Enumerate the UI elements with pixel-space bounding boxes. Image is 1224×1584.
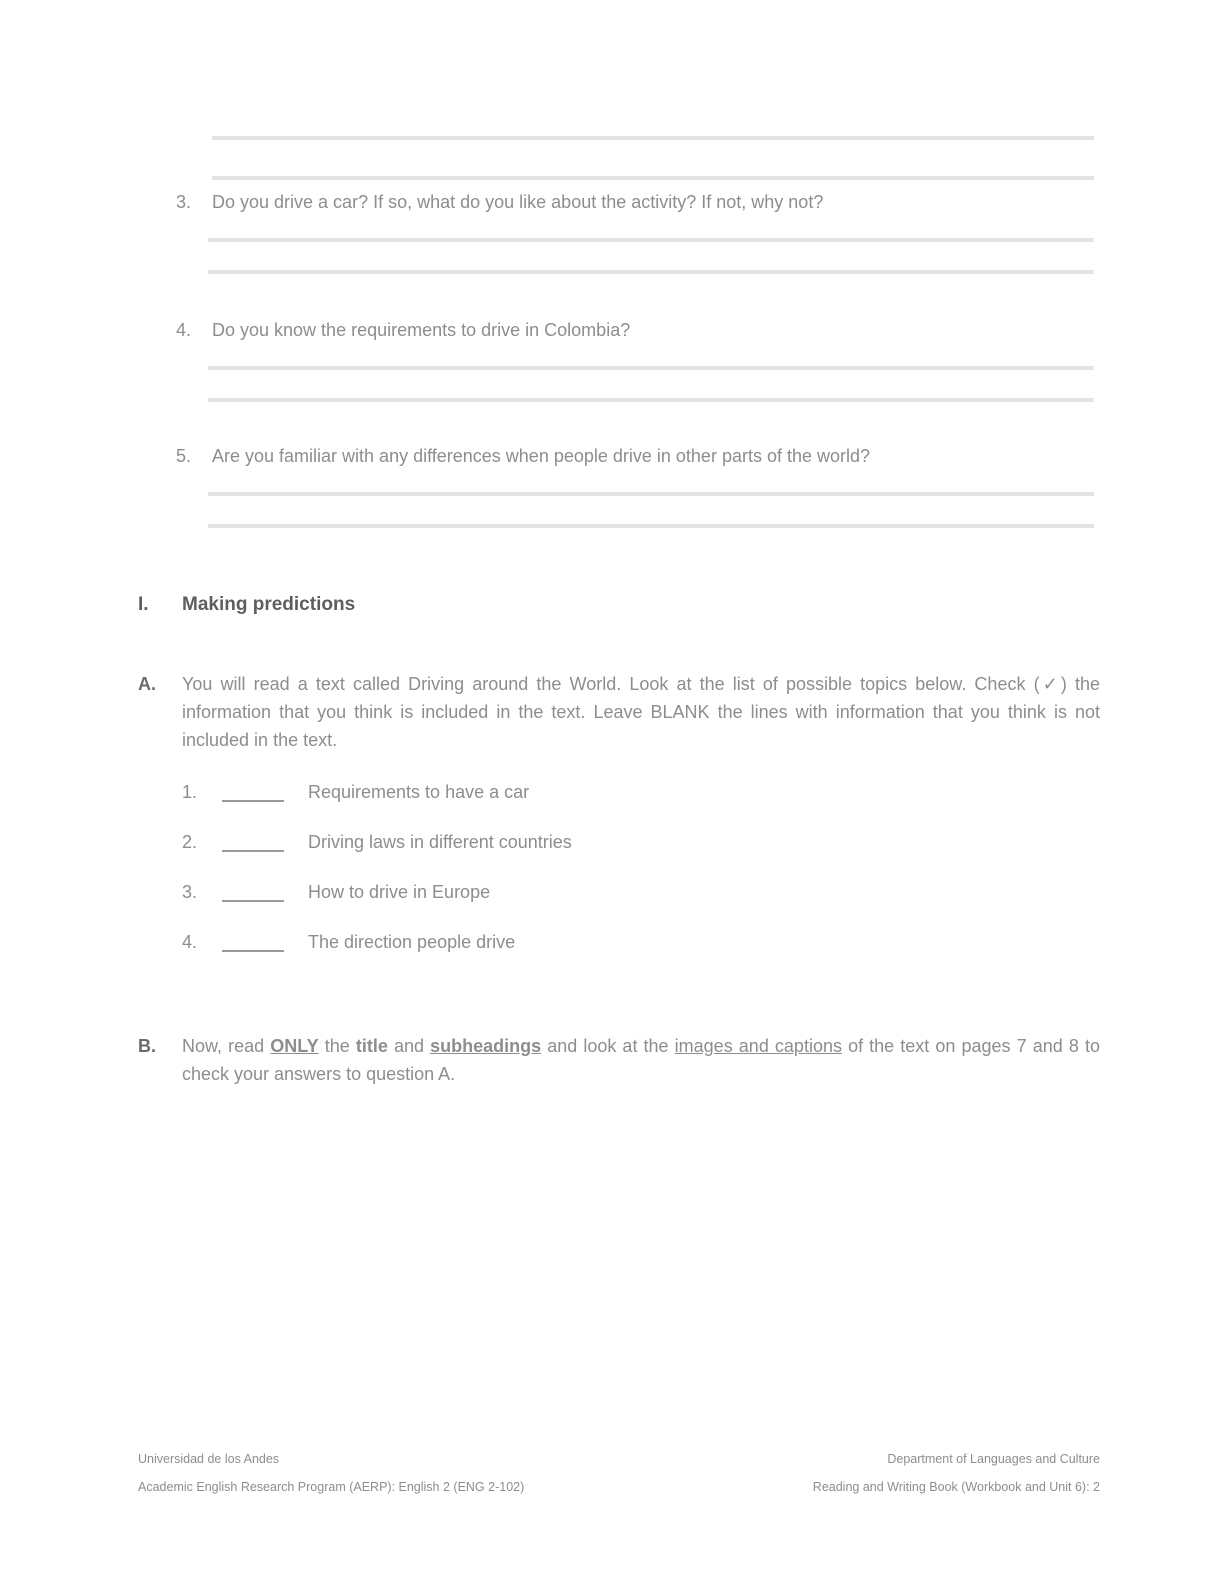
section-title: Making predictions	[182, 594, 356, 615]
part-b-images: images and captions	[674, 1036, 842, 1056]
section-heading	[138, 594, 355, 616]
part-a-text: You will read a text called Driving around the World. Look at the list of possible topics below. Check (✓) the information that you think is included in the text. Leave BLANK the lines with information that you think is not included in the text.	[182, 674, 1100, 750]
question-text: Do you know the requirements to drive in Colombia?	[212, 320, 631, 340]
answer-line	[212, 136, 1094, 140]
part-b-lead: Now, read	[182, 1036, 271, 1056]
question-number: 4.	[176, 320, 192, 340]
part-b-mid2: and	[387, 1036, 431, 1056]
check-blank[interactable]	[222, 850, 284, 852]
part-b-text	[182, 1032, 1100, 1088]
checklist-label: Requirements to have a car	[308, 782, 530, 802]
question-text: Do you drive a car? If so, what do you like about the activity? If not, why not?	[212, 192, 824, 212]
question-5	[176, 446, 870, 467]
answer-line	[208, 492, 1094, 496]
part-b-title-word: title	[355, 1036, 388, 1056]
question-text: Are you familiar with any differences when people drive in other parts of the world?	[212, 446, 871, 466]
question-number: 3.	[176, 192, 192, 212]
checklist-number: 4.	[182, 932, 198, 952]
part-b-only: ONLY	[270, 1036, 319, 1056]
footer-left-line1: Universidad de los Andes	[138, 1452, 280, 1466]
question-3	[176, 192, 823, 213]
part-letter: B.	[138, 1036, 156, 1056]
part-b-tail: of the text on pages 7 and 8 to check your answers to question A.	[182, 1036, 1101, 1084]
checklist-label: How to drive in Europe	[308, 882, 491, 902]
answer-line	[208, 524, 1094, 528]
part-b-mid1: the	[318, 1036, 356, 1056]
check-blank[interactable]	[222, 800, 284, 802]
part-b-headings: subheadings	[430, 1036, 542, 1056]
part-b-mid3: and look at the	[541, 1036, 675, 1056]
checklist-number: 3.	[182, 882, 198, 902]
footer-left-line2: Academic English Research Program (AERP): English 2 (ENG 2-102)	[138, 1480, 525, 1494]
checklist-label: Driving laws in different countries	[308, 832, 572, 852]
section-number: I.	[138, 594, 149, 615]
answer-line	[208, 270, 1094, 274]
answer-line	[208, 398, 1094, 402]
part-b-instructions	[138, 1032, 1100, 1088]
checklist-number: 1.	[182, 782, 198, 802]
checklist-label: The direction people drive	[308, 932, 516, 952]
answer-line	[208, 366, 1094, 370]
question-4	[176, 320, 630, 341]
question-number: 5.	[176, 446, 192, 466]
check-blank[interactable]	[222, 950, 284, 952]
footer-right-line1: Department of Languages and Culture	[887, 1452, 1100, 1466]
part-letter: A.	[138, 674, 156, 694]
part-a-instructions	[138, 670, 1100, 754]
check-blank[interactable]	[222, 900, 284, 902]
footer-right-line2: Reading and Writing Book (Workbook and Unit 6): 2	[812, 1480, 1100, 1494]
answer-line	[208, 238, 1094, 242]
checklist-number: 2.	[182, 832, 198, 852]
answer-line	[212, 176, 1094, 180]
